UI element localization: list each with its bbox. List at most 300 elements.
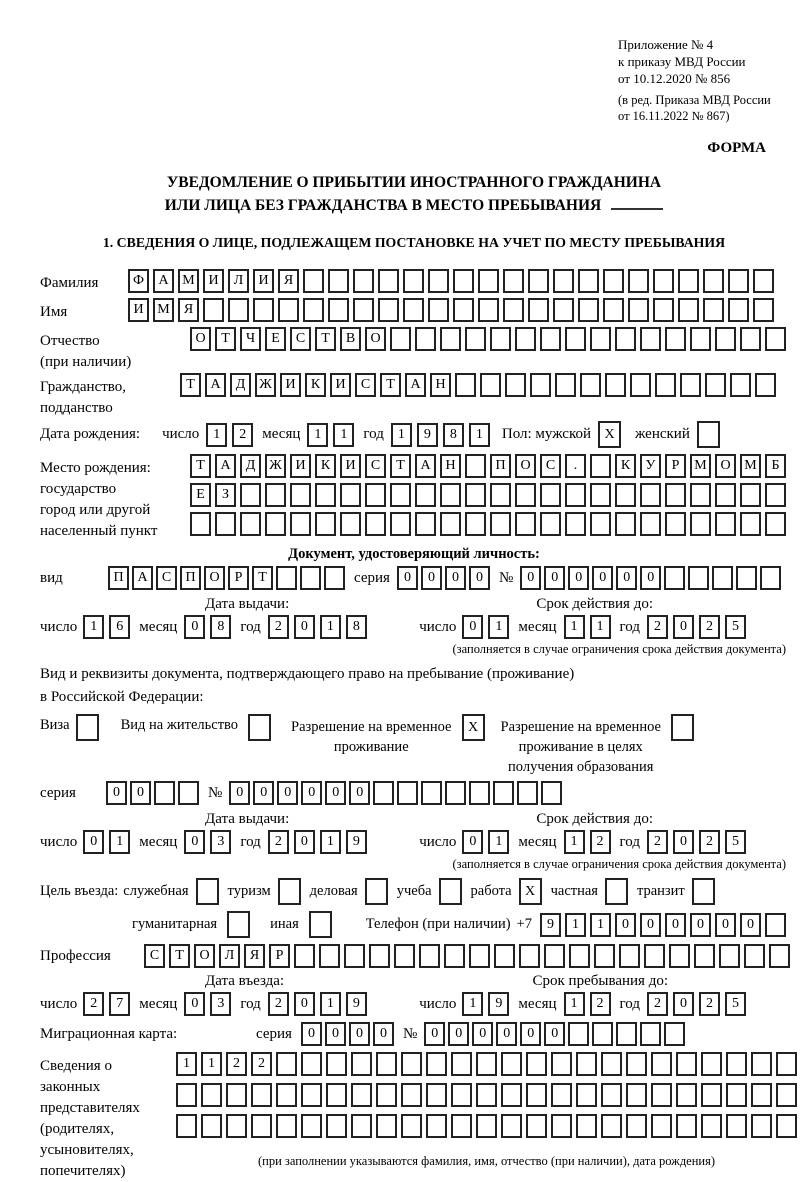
char-box[interactable]: Н — [440, 454, 461, 478]
char-box[interactable]: 0 — [640, 913, 661, 937]
char-box[interactable]: 0 — [690, 913, 711, 937]
char-box[interactable] — [697, 421, 720, 448]
char-box[interactable] — [526, 1083, 547, 1107]
char-box[interactable]: Р — [228, 566, 249, 590]
char-box[interactable]: О — [194, 944, 215, 968]
char-box[interactable] — [226, 1083, 247, 1107]
char-box[interactable]: 0 — [544, 566, 565, 590]
char-box[interactable]: 0 — [130, 781, 151, 805]
char-box[interactable] — [328, 269, 349, 293]
char-box[interactable]: М — [690, 454, 711, 478]
char-box[interactable]: 8 — [346, 615, 367, 639]
char-box[interactable] — [426, 1052, 447, 1076]
char-box[interactable]: 0 — [673, 830, 694, 854]
char-box[interactable] — [664, 1022, 685, 1046]
char-box[interactable] — [760, 566, 781, 590]
char-box[interactable] — [728, 269, 749, 293]
char-box[interactable]: X — [462, 714, 485, 741]
char-box[interactable] — [615, 483, 636, 507]
char-box[interactable] — [303, 298, 324, 322]
char-box[interactable] — [403, 269, 424, 293]
char-box[interactable] — [365, 878, 388, 905]
char-box[interactable]: 0 — [184, 992, 205, 1016]
char-box[interactable]: 1 — [320, 615, 341, 639]
char-box[interactable] — [444, 944, 465, 968]
char-box[interactable] — [765, 483, 786, 507]
char-box[interactable] — [401, 1083, 422, 1107]
char-box[interactable] — [744, 944, 765, 968]
char-box[interactable] — [530, 373, 551, 397]
char-box[interactable]: 0 — [568, 566, 589, 590]
char-box[interactable] — [480, 373, 501, 397]
char-box[interactable]: 0 — [665, 913, 686, 937]
char-box[interactable] — [344, 944, 365, 968]
char-box[interactable] — [553, 298, 574, 322]
char-box[interactable] — [626, 1052, 647, 1076]
char-box[interactable] — [751, 1083, 772, 1107]
char-box[interactable] — [505, 373, 526, 397]
char-box[interactable]: 0 — [520, 566, 541, 590]
char-box[interactable] — [603, 298, 624, 322]
char-box[interactable] — [365, 512, 386, 536]
char-box[interactable]: 2 — [268, 830, 289, 854]
char-box[interactable] — [439, 878, 462, 905]
char-box[interactable]: 0 — [184, 615, 205, 639]
char-box[interactable] — [569, 944, 590, 968]
char-box[interactable] — [651, 1083, 672, 1107]
char-box[interactable] — [540, 483, 561, 507]
char-box[interactable]: 0 — [740, 913, 761, 937]
char-box[interactable] — [765, 512, 786, 536]
char-box[interactable] — [315, 512, 336, 536]
char-box[interactable]: 0 — [349, 1022, 370, 1046]
char-box[interactable]: С — [365, 454, 386, 478]
char-box[interactable]: А — [215, 454, 236, 478]
char-box[interactable] — [326, 1083, 347, 1107]
char-box[interactable]: 0 — [469, 566, 490, 590]
char-box[interactable] — [215, 512, 236, 536]
char-box[interactable] — [628, 269, 649, 293]
char-box[interactable] — [526, 1114, 547, 1138]
char-box[interactable] — [203, 298, 224, 322]
char-box[interactable]: Т — [180, 373, 201, 397]
char-box[interactable]: 9 — [488, 992, 509, 1016]
char-box[interactable] — [493, 781, 514, 805]
char-box[interactable]: 1 — [176, 1052, 197, 1076]
char-box[interactable]: Р — [665, 454, 686, 478]
char-box[interactable]: 0 — [253, 781, 274, 805]
char-box[interactable]: 5 — [725, 992, 746, 1016]
char-box[interactable]: 5 — [725, 830, 746, 854]
char-box[interactable] — [376, 1083, 397, 1107]
char-box[interactable] — [451, 1083, 472, 1107]
char-box[interactable] — [455, 373, 476, 397]
char-box[interactable] — [601, 1114, 622, 1138]
char-box[interactable] — [765, 913, 786, 937]
char-box[interactable]: 1 — [488, 830, 509, 854]
char-box[interactable] — [301, 1083, 322, 1107]
char-box[interactable] — [540, 512, 561, 536]
char-box[interactable] — [315, 483, 336, 507]
char-box[interactable]: 0 — [673, 615, 694, 639]
char-box[interactable]: 0 — [673, 992, 694, 1016]
char-box[interactable]: Т — [190, 454, 211, 478]
char-box[interactable] — [365, 483, 386, 507]
char-box[interactable] — [421, 781, 442, 805]
char-box[interactable] — [469, 781, 490, 805]
char-box[interactable] — [644, 944, 665, 968]
char-box[interactable] — [440, 512, 461, 536]
char-box[interactable] — [551, 1114, 572, 1138]
char-box[interactable] — [369, 944, 390, 968]
char-box[interactable] — [517, 781, 538, 805]
char-box[interactable] — [626, 1083, 647, 1107]
char-box[interactable] — [603, 269, 624, 293]
char-box[interactable] — [401, 1052, 422, 1076]
char-box[interactable]: 0 — [229, 781, 250, 805]
char-box[interactable]: 9 — [417, 423, 438, 447]
char-box[interactable]: 1 — [590, 913, 611, 937]
char-box[interactable]: 0 — [106, 781, 127, 805]
char-box[interactable] — [576, 1114, 597, 1138]
char-box[interactable] — [476, 1083, 497, 1107]
char-box[interactable]: 0 — [294, 615, 315, 639]
char-box[interactable] — [465, 483, 486, 507]
char-box[interactable] — [715, 483, 736, 507]
char-box[interactable] — [276, 1083, 297, 1107]
char-box[interactable]: 0 — [544, 1022, 565, 1046]
char-box[interactable] — [630, 373, 651, 397]
char-box[interactable] — [751, 1114, 772, 1138]
char-box[interactable]: Ч — [240, 327, 261, 351]
char-box[interactable] — [419, 944, 440, 968]
char-box[interactable] — [403, 298, 424, 322]
char-box[interactable] — [515, 327, 536, 351]
char-box[interactable] — [494, 944, 515, 968]
char-box[interactable]: 0 — [301, 1022, 322, 1046]
char-box[interactable] — [227, 911, 250, 938]
char-box[interactable] — [755, 373, 776, 397]
char-box[interactable]: А — [205, 373, 226, 397]
char-box[interactable]: Т — [215, 327, 236, 351]
char-box[interactable] — [301, 1052, 322, 1076]
char-box[interactable]: 1 — [564, 830, 585, 854]
char-box[interactable] — [501, 1052, 522, 1076]
char-box[interactable]: 2 — [590, 830, 611, 854]
char-box[interactable] — [373, 781, 394, 805]
char-box[interactable] — [605, 373, 626, 397]
char-box[interactable]: М — [740, 454, 761, 478]
char-box[interactable] — [278, 878, 301, 905]
char-box[interactable] — [303, 269, 324, 293]
char-box[interactable] — [309, 911, 332, 938]
char-box[interactable]: С — [156, 566, 177, 590]
char-box[interactable] — [515, 483, 536, 507]
char-box[interactable]: Л — [219, 944, 240, 968]
char-box[interactable]: 0 — [715, 913, 736, 937]
char-box[interactable] — [351, 1052, 372, 1076]
char-box[interactable] — [340, 512, 361, 536]
char-box[interactable] — [515, 512, 536, 536]
char-box[interactable]: 1 — [462, 992, 483, 1016]
char-box[interactable]: 2 — [251, 1052, 272, 1076]
char-box[interactable] — [605, 878, 628, 905]
char-box[interactable] — [253, 298, 274, 322]
char-box[interactable]: 0 — [277, 781, 298, 805]
char-box[interactable] — [555, 373, 576, 397]
char-box[interactable]: 0 — [325, 1022, 346, 1046]
char-box[interactable] — [576, 1083, 597, 1107]
char-box[interactable]: 2 — [647, 992, 668, 1016]
char-box[interactable] — [671, 714, 694, 741]
char-box[interactable] — [294, 944, 315, 968]
char-box[interactable]: Т — [380, 373, 401, 397]
char-box[interactable]: П — [490, 454, 511, 478]
char-box[interactable]: 1 — [469, 423, 490, 447]
char-box[interactable] — [753, 298, 774, 322]
char-box[interactable] — [640, 483, 661, 507]
char-box[interactable] — [615, 512, 636, 536]
char-box[interactable] — [740, 483, 761, 507]
char-box[interactable]: К — [615, 454, 636, 478]
char-box[interactable]: Р — [269, 944, 290, 968]
char-box[interactable] — [440, 483, 461, 507]
char-box[interactable]: 3 — [210, 992, 231, 1016]
char-box[interactable] — [551, 1083, 572, 1107]
char-box[interactable] — [688, 566, 709, 590]
char-box[interactable]: М — [153, 298, 174, 322]
char-box[interactable] — [415, 483, 436, 507]
char-box[interactable] — [540, 327, 561, 351]
char-box[interactable]: 1 — [320, 992, 341, 1016]
char-box[interactable] — [664, 566, 685, 590]
char-box[interactable] — [501, 1083, 522, 1107]
char-box[interactable]: Я — [278, 269, 299, 293]
char-box[interactable]: Я — [244, 944, 265, 968]
char-box[interactable] — [476, 1114, 497, 1138]
char-box[interactable]: 8 — [210, 615, 231, 639]
char-box[interactable]: 9 — [346, 830, 367, 854]
char-box[interactable]: 1 — [564, 992, 585, 1016]
char-box[interactable]: И — [290, 454, 311, 478]
char-box[interactable] — [712, 566, 733, 590]
char-box[interactable] — [394, 944, 415, 968]
char-box[interactable] — [653, 298, 674, 322]
char-box[interactable]: З — [215, 483, 236, 507]
char-box[interactable] — [665, 327, 686, 351]
char-box[interactable] — [726, 1052, 747, 1076]
char-box[interactable]: 1 — [320, 830, 341, 854]
char-box[interactable]: 1 — [83, 615, 104, 639]
char-box[interactable] — [290, 512, 311, 536]
char-box[interactable]: X — [598, 421, 621, 448]
char-box[interactable] — [251, 1083, 272, 1107]
char-box[interactable] — [378, 269, 399, 293]
char-box[interactable] — [248, 714, 271, 741]
char-box[interactable] — [692, 878, 715, 905]
char-box[interactable]: 2 — [232, 423, 253, 447]
char-box[interactable]: И — [128, 298, 149, 322]
char-box[interactable] — [701, 1114, 722, 1138]
char-box[interactable] — [640, 512, 661, 536]
char-box[interactable]: 3 — [210, 830, 231, 854]
char-box[interactable]: И — [280, 373, 301, 397]
char-box[interactable]: 0 — [496, 1022, 517, 1046]
char-box[interactable] — [715, 327, 736, 351]
char-box[interactable] — [445, 781, 466, 805]
char-box[interactable] — [278, 298, 299, 322]
char-box[interactable]: С — [144, 944, 165, 968]
char-box[interactable] — [301, 1114, 322, 1138]
char-box[interactable]: 2 — [268, 992, 289, 1016]
char-box[interactable] — [376, 1114, 397, 1138]
char-box[interactable]: 9 — [346, 992, 367, 1016]
char-box[interactable] — [653, 269, 674, 293]
char-box[interactable] — [154, 781, 175, 805]
char-box[interactable]: А — [132, 566, 153, 590]
char-box[interactable]: 0 — [83, 830, 104, 854]
char-box[interactable]: 1 — [333, 423, 354, 447]
char-box[interactable]: 5 — [725, 615, 746, 639]
char-box[interactable] — [694, 944, 715, 968]
char-box[interactable]: Ж — [265, 454, 286, 478]
char-box[interactable] — [730, 373, 751, 397]
char-box[interactable]: Я — [178, 298, 199, 322]
char-box[interactable]: Т — [390, 454, 411, 478]
char-box[interactable] — [590, 483, 611, 507]
char-box[interactable]: П — [180, 566, 201, 590]
char-box[interactable] — [736, 566, 757, 590]
char-box[interactable] — [276, 566, 297, 590]
char-box[interactable] — [265, 512, 286, 536]
char-box[interactable] — [544, 944, 565, 968]
char-box[interactable] — [76, 714, 99, 741]
char-box[interactable] — [615, 327, 636, 351]
char-box[interactable] — [690, 327, 711, 351]
char-box[interactable] — [426, 1083, 447, 1107]
char-box[interactable] — [519, 944, 540, 968]
char-box[interactable] — [551, 1052, 572, 1076]
char-box[interactable]: 0 — [448, 1022, 469, 1046]
char-box[interactable]: И — [330, 373, 351, 397]
char-box[interactable] — [751, 1052, 772, 1076]
char-box[interactable]: У — [640, 454, 661, 478]
char-box[interactable]: 2 — [699, 830, 720, 854]
char-box[interactable] — [626, 1114, 647, 1138]
char-box[interactable]: 9 — [540, 913, 561, 937]
char-box[interactable]: А — [153, 269, 174, 293]
char-box[interactable]: 0 — [520, 1022, 541, 1046]
char-box[interactable] — [740, 327, 761, 351]
char-box[interactable]: Т — [315, 327, 336, 351]
char-box[interactable] — [640, 1022, 661, 1046]
char-box[interactable] — [651, 1114, 672, 1138]
char-box[interactable] — [465, 512, 486, 536]
char-box[interactable] — [328, 298, 349, 322]
char-box[interactable]: Б — [765, 454, 786, 478]
char-box[interactable]: 1 — [488, 615, 509, 639]
char-box[interactable] — [319, 944, 340, 968]
char-box[interactable]: Ж — [255, 373, 276, 397]
char-box[interactable] — [376, 1052, 397, 1076]
char-box[interactable]: 0 — [472, 1022, 493, 1046]
char-box[interactable]: 6 — [109, 615, 130, 639]
char-box[interactable] — [324, 566, 345, 590]
char-box[interactable]: 1 — [391, 423, 412, 447]
char-box[interactable]: Т — [252, 566, 273, 590]
char-box[interactable] — [576, 1052, 597, 1076]
char-box[interactable] — [701, 1083, 722, 1107]
char-box[interactable] — [705, 373, 726, 397]
char-box[interactable] — [290, 483, 311, 507]
char-box[interactable]: 2 — [699, 992, 720, 1016]
char-box[interactable]: 2 — [226, 1052, 247, 1076]
char-box[interactable] — [776, 1114, 797, 1138]
char-box[interactable]: 1 — [564, 615, 585, 639]
char-box[interactable] — [715, 512, 736, 536]
char-box[interactable] — [351, 1114, 372, 1138]
char-box[interactable] — [753, 269, 774, 293]
char-box[interactable] — [528, 298, 549, 322]
char-box[interactable]: 2 — [647, 615, 668, 639]
char-box[interactable] — [201, 1083, 222, 1107]
char-box[interactable]: И — [340, 454, 361, 478]
char-box[interactable]: Л — [228, 269, 249, 293]
char-box[interactable] — [390, 512, 411, 536]
char-box[interactable]: 0 — [424, 1022, 445, 1046]
char-box[interactable] — [201, 1114, 222, 1138]
char-box[interactable]: Д — [240, 454, 261, 478]
char-box[interactable] — [676, 1114, 697, 1138]
char-box[interactable] — [701, 1052, 722, 1076]
char-box[interactable]: О — [365, 327, 386, 351]
char-box[interactable] — [592, 1022, 613, 1046]
char-box[interactable]: С — [290, 327, 311, 351]
char-box[interactable] — [726, 1114, 747, 1138]
char-box[interactable] — [580, 373, 601, 397]
char-box[interactable] — [390, 327, 411, 351]
char-box[interactable] — [680, 373, 701, 397]
char-box[interactable] — [353, 269, 374, 293]
char-box[interactable]: 0 — [325, 781, 346, 805]
char-box[interactable] — [669, 944, 690, 968]
char-box[interactable] — [541, 781, 562, 805]
char-box[interactable]: И — [203, 269, 224, 293]
char-box[interactable] — [190, 512, 211, 536]
char-box[interactable] — [528, 269, 549, 293]
char-box[interactable]: 0 — [462, 615, 483, 639]
char-box[interactable]: О — [204, 566, 225, 590]
char-box[interactable] — [390, 483, 411, 507]
char-box[interactable] — [351, 1083, 372, 1107]
char-box[interactable] — [426, 1114, 447, 1138]
char-box[interactable]: 2 — [268, 615, 289, 639]
char-box[interactable]: 0 — [184, 830, 205, 854]
char-box[interactable] — [228, 298, 249, 322]
char-box[interactable]: 2 — [83, 992, 104, 1016]
char-box[interactable]: 0 — [462, 830, 483, 854]
char-box[interactable]: 1 — [565, 913, 586, 937]
char-box[interactable] — [397, 781, 418, 805]
char-box[interactable] — [476, 1052, 497, 1076]
char-box[interactable] — [601, 1052, 622, 1076]
char-box[interactable]: О — [715, 454, 736, 478]
char-box[interactable] — [740, 512, 761, 536]
char-box[interactable] — [490, 512, 511, 536]
char-box[interactable]: М — [178, 269, 199, 293]
char-box[interactable]: 0 — [592, 566, 613, 590]
char-box[interactable]: П — [108, 566, 129, 590]
